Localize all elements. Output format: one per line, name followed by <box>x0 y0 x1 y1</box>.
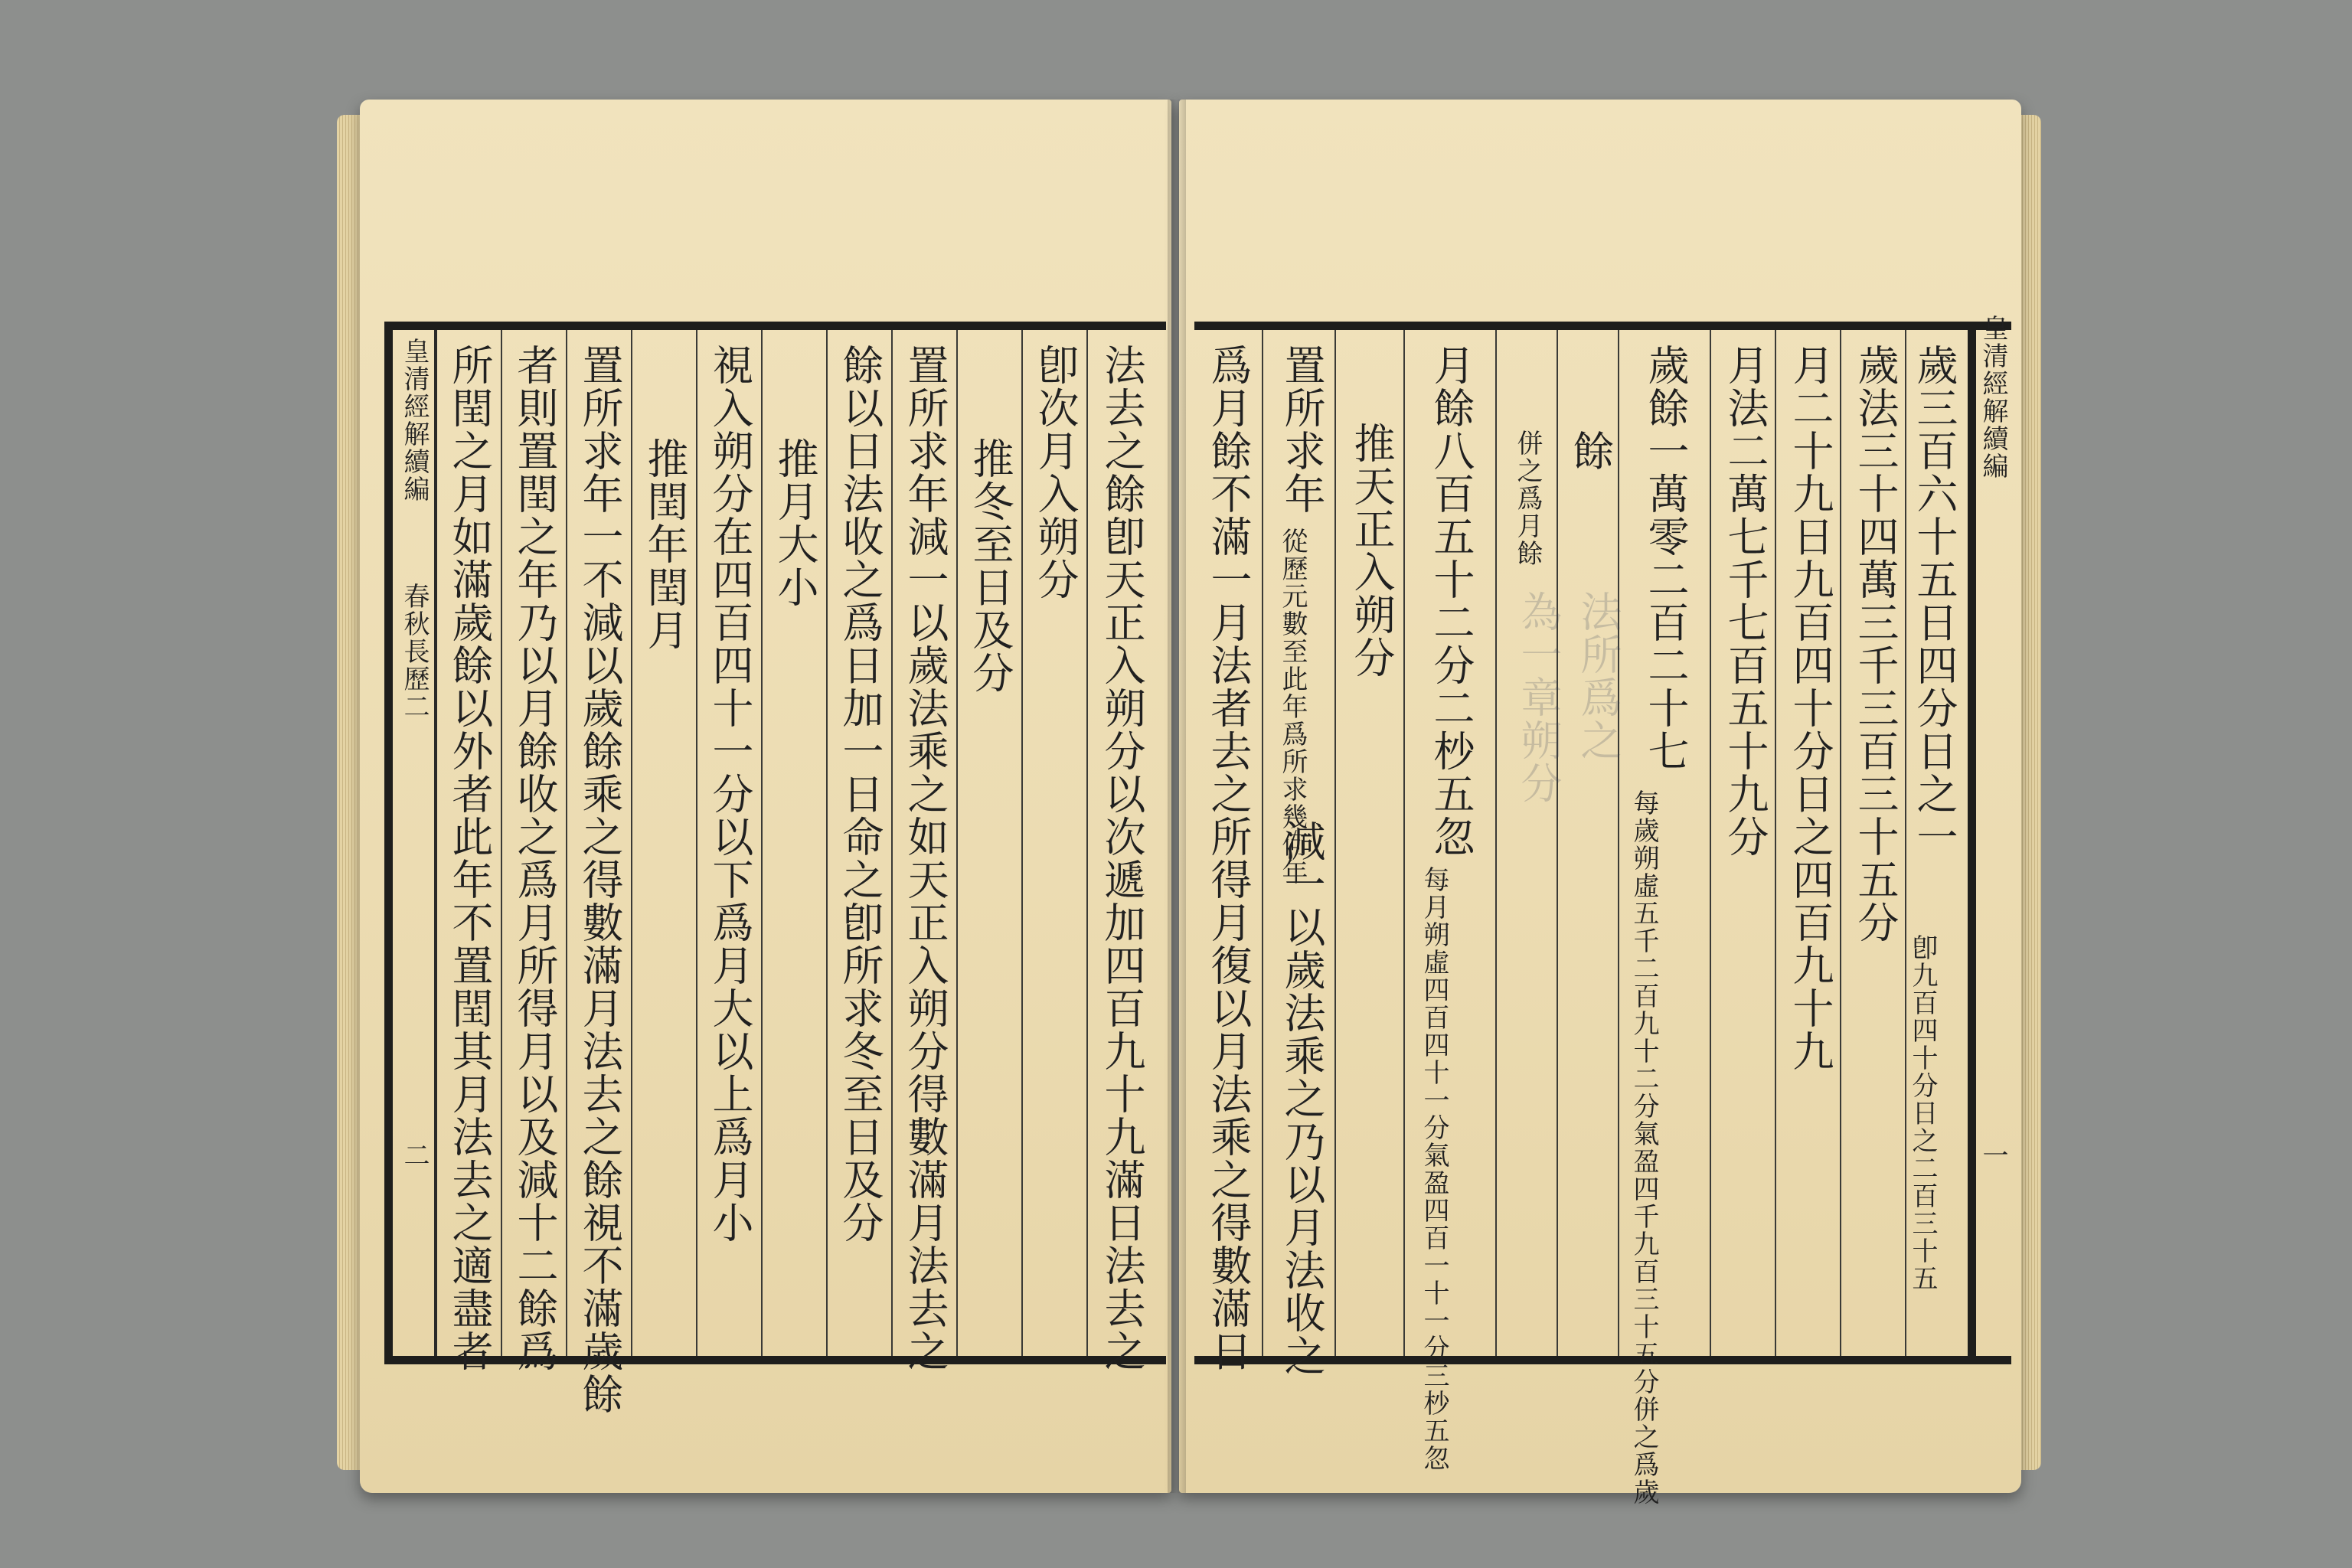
text-line-text: 餘以日法收之爲日加一日命之卽所求冬至日及分 <box>836 344 884 1244</box>
text-line <box>632 330 697 1356</box>
left-margin-folio: 二 <box>399 1142 430 1169</box>
annotation-line: 卽九百四十分日之二百三十五 <box>1907 934 1938 1292</box>
right-margin-column <box>1976 315 2011 1364</box>
annotation-line-first <box>1903 934 1949 1292</box>
right-text-frame <box>1194 322 1976 1506</box>
text-line <box>1023 330 1088 1356</box>
text-line-text: 卽次月入朔分 <box>1031 344 1080 601</box>
text-line <box>1711 330 1776 1356</box>
text-line <box>828 330 893 1356</box>
right-margin-folio: 一 <box>1978 1142 2008 1169</box>
right-margin-title: 皇清經解續編 <box>1978 315 2008 480</box>
bleed-through-text: 法所爲之 <box>1574 590 1622 762</box>
text-line <box>437 330 502 1373</box>
bleed-through-text: 為一章朔分 <box>1514 590 1563 805</box>
text-line-text: 歲餘一萬零二百二十七 <box>1642 344 1690 773</box>
text-line-text: 歲三百六十五日四分日之一 <box>1910 344 1958 858</box>
text-line <box>1194 330 1263 1373</box>
text-line-text: 推冬至日及分 <box>966 437 1014 694</box>
text-line-text: 置所求年減一以歲法乘之如天正入朔分得數滿月法去之 <box>901 344 949 1373</box>
text-line <box>893 330 958 1373</box>
left-margin-column <box>393 330 437 1356</box>
text-line-text: 置所求年一不減以歲餘乘之得數滿月法去之餘視不滿歲餘 <box>576 344 624 1416</box>
text-line-text: 餘 <box>1566 430 1615 472</box>
open-book <box>337 84 2037 1506</box>
text-line <box>958 330 1023 1356</box>
text-line <box>1405 330 1497 1472</box>
text-line-text: 推天正入朔分 <box>1348 422 1396 679</box>
text-line <box>1263 330 1336 1377</box>
annotation-line: 併之爲月餘 <box>1512 430 1543 567</box>
text-line-text: 推閏年閏月 <box>641 437 689 652</box>
left-margin-title: 皇清經解續編 <box>399 338 430 503</box>
text-line-text: 爲月餘不滿一月法者去之所得月復以月法乘之得數滿日 <box>1204 344 1253 1373</box>
text-line-text: 月法二萬七千七百五十九分 <box>1721 344 1769 858</box>
text-line-text: 置所求年 <box>1278 344 1326 515</box>
book-gutter <box>1168 100 1186 1493</box>
text-line-text: 推月大小 <box>771 437 819 609</box>
text-line-text: 者則置閏之年乃以月餘收之爲月所得月以及減十二餘爲 <box>511 344 559 1373</box>
left-margin-chapter: 春秋長歷二 <box>399 583 430 720</box>
text-line <box>567 330 632 1416</box>
annotation-line: 從歷元數至此年爲所求幾何年 <box>1277 528 1308 886</box>
text-line-text: 視入朔分在四百四十一分以下爲月大以上爲月小 <box>706 344 754 1244</box>
text-line <box>1776 330 1841 1356</box>
annotation-line: 每月朔虛四百四十一分氣盈四百一十一分三杪五忽 <box>1419 866 1449 1472</box>
text-line <box>697 330 763 1356</box>
text-line <box>1336 330 1405 1356</box>
text-line <box>1497 330 1563 1356</box>
text-line <box>1619 330 1711 1506</box>
text-line <box>763 330 828 1356</box>
text-line <box>1088 330 1158 1373</box>
text-line-text: 減一以歲法乘之乃以月法收之 <box>1278 820 1326 1377</box>
text-line-text: 歲法三十四萬三千三百三十五分 <box>1851 344 1900 944</box>
text-line <box>1558 330 1622 1356</box>
text-line <box>502 330 567 1373</box>
text-line-text: 月二十九日九百四十分日之四百九十九 <box>1786 344 1834 1073</box>
text-line <box>1841 330 1906 1356</box>
text-line-text: 法去之餘卽天正入朔分以次遞加四百九十九滿日法去之 <box>1098 344 1146 1373</box>
text-line-text: 月餘八百五十二分二杪五忽 <box>1427 344 1475 858</box>
left-text-frame <box>384 322 1166 1416</box>
annotation-line: 每歲朔虛五千二百九十二分氣盈四千九百三十五分併之爲歲 <box>1628 789 1659 1506</box>
text-line-text: 所閏之月如滿歲餘以外者此年不置閏其月法去之適盡者 <box>446 344 494 1373</box>
